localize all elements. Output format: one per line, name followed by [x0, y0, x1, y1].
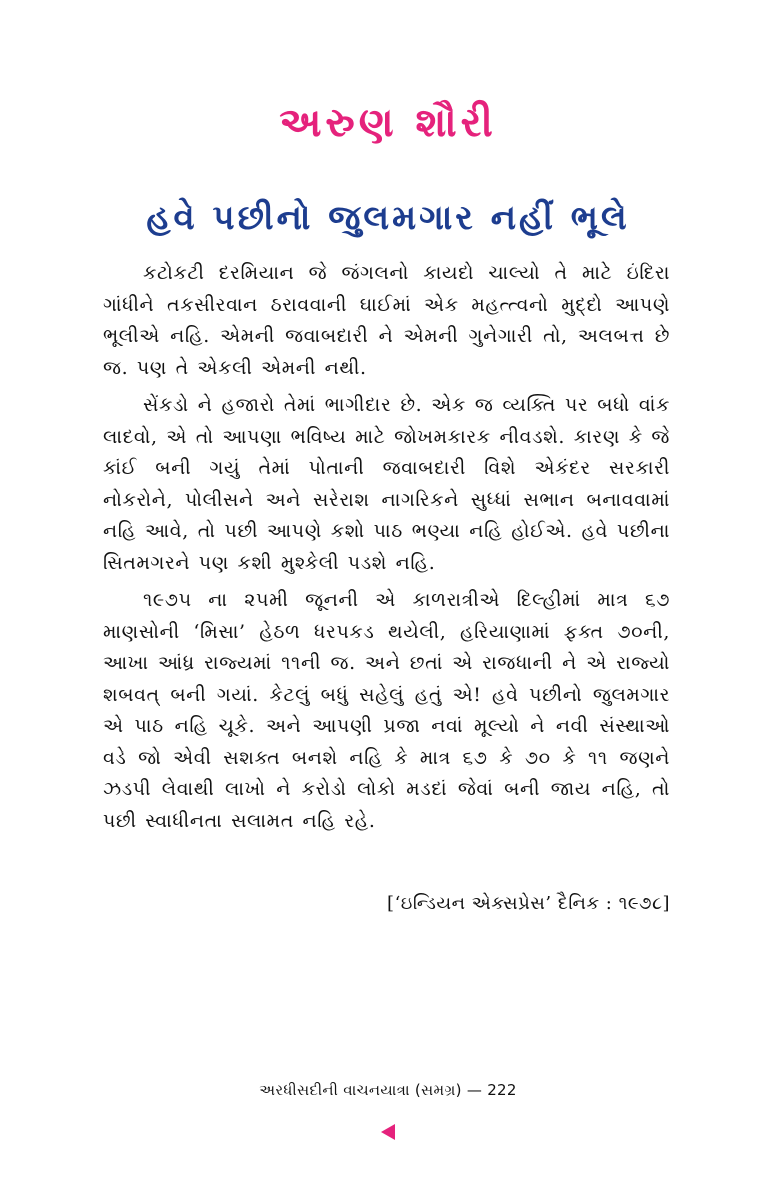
prev-page-arrow-icon[interactable]: [381, 1124, 395, 1140]
paragraph-2: સેંકડો ને હજારો તેમાં ભાગીદાર છે. એક જ વ્યક્તિ પર બધો વાંક લાદવો, એ તો આપણા ભવિષ્ય માટે જોખમકારક નીવડશે. કારણ કે જે કાંઈ બની ગયું તેમાં પોતાની જવાબદારી વિશે એકંદર સરકારી નોકરોને, પોલીસને અને સરેરાશ નાગરિકને સુધ્ધાં સભાન બનાવવામાં નહિ આવે, તો પછી આપણે કશો પાઠ ભણ્યા નહિ હોઈએ. હવે પછીના સિતમગરને પણ કશી મુશ્કેલી પડશે નહિ.: [103, 394, 670, 574]
page-footer: અરધીસદીની વાચનયાત્રા (સમગ્ર) — 222: [259, 1081, 517, 1099]
source-citation: [‘ઇન્ડિયન એક્સપ્રેસ’ દૈનિક : ૧૯૭૮]: [387, 893, 670, 914]
article-title: હવે પછીનો જુલમગાર નહીં ભૂલે: [146, 198, 630, 238]
article-body: [103, 258, 670, 843]
paragraph-3: ૧૯૭૫ ના ૨૫મી જૂનની એ કાળરાત્રીએ દિલ્હીમાં માત્ર ૬૭ માણસોની ‘મિસા’ હેઠળ ધરપકડ થયેલી, હરિયાણામાં ફક્ત ૭૦ની, આખા આંધ્ર રાજ્યમાં ૧૧ની જ. અને છતાં એ રાજધાની ને એ રાજ્યો શબવત્ બની ગયાં. કેટલું બધું સહેલું હતું એ! હવે પછીનો જુલમગાર એ પાઠ નહિ ચૂકે. અને આપણી પ્રજા નવાં મૂલ્યો ને નવી સંસ્થાઓ વડે જો એવી સશક્ત બનશે નહિ કે માત્ર ૬૭ કે ૭૦ કે ૧૧ જણને ઝડપી લેવાથી લાખો ને કરોડો લોકો મડદાં જેવાં બની જાય નહિ, તો પછી સ્વાધીનતા સલામત નહિ રહે.: [103, 589, 671, 832]
paragraph-1: કટોકટી દરમિયાન જે જંગલનો કાયદો ચાલ્યો તે માટે ઇંદિરા ગાંધીને તકસીરવાન ઠરાવવાની ઘાઈમાં એક મહત્ત્વનો મુદ્દો આપણે ભૂલીએ નહિ. એમની જવાબદારી ને એમની ગુનેગારી તો, અલબત્ત છે જ. પણ તે એકલી એમની નથી.: [103, 262, 670, 379]
author-name: અરુણ શૌરી: [279, 100, 497, 146]
